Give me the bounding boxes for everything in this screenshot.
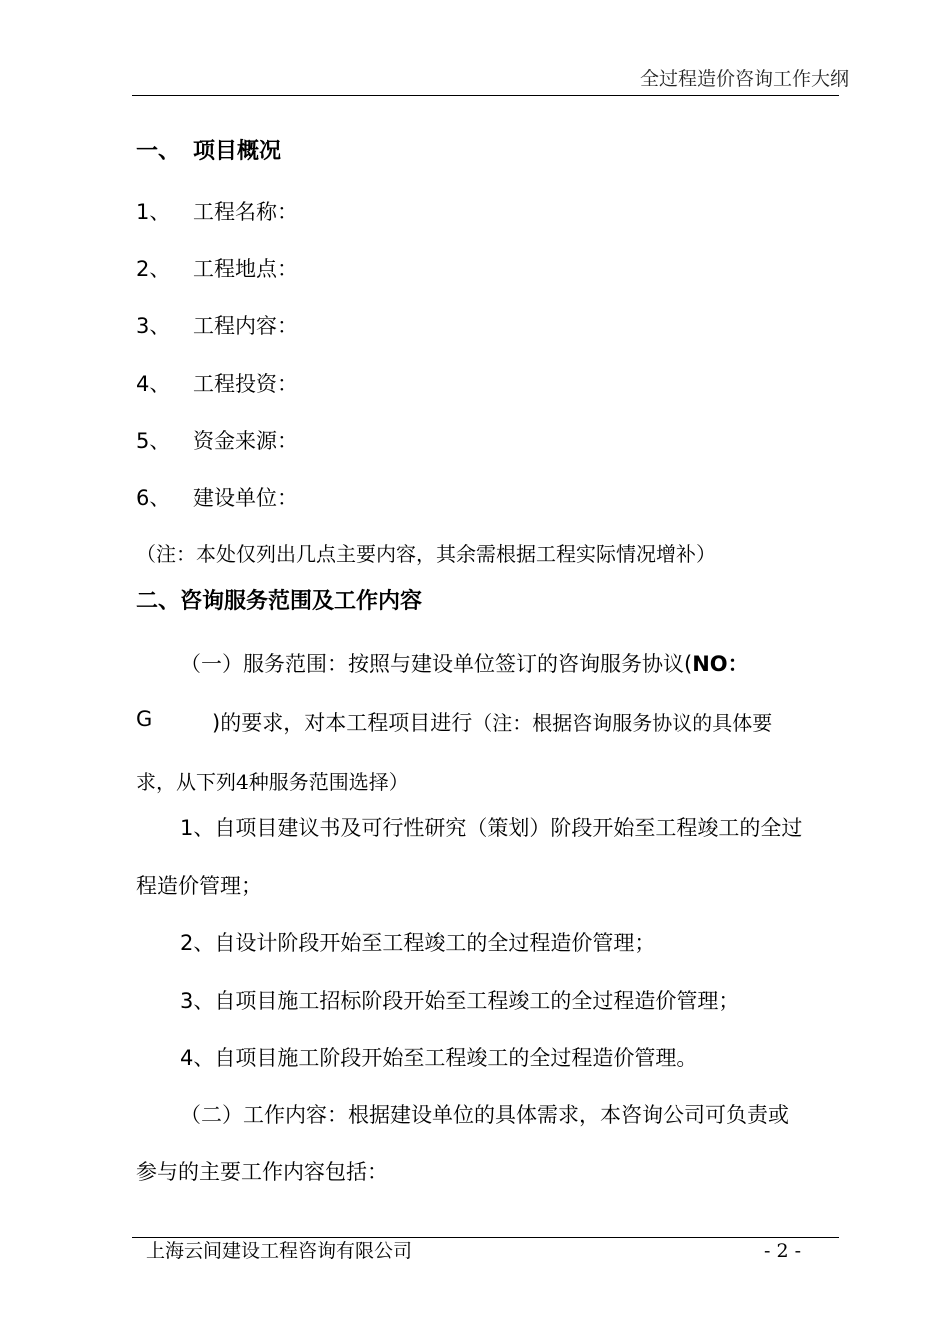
item-number: 6、	[136, 486, 171, 510]
work-content-line-2: 参与的主要工作内容包括：	[136, 1160, 388, 1184]
scope-line-2	[212, 707, 772, 737]
item-number: 2、	[136, 257, 171, 281]
scope-text-2: )的要求，对本工程项目进行	[212, 711, 473, 735]
work-content-line-1: （二）工作内容：根据建设单位的具体需求，本咨询公司可负责或	[180, 1103, 789, 1127]
scope-option-2: 2、自设计阶段开始至工程竣工的全过程造价管理；	[180, 931, 656, 955]
item-label-construction-unit: 建设单位：	[193, 486, 298, 510]
scope-option-3: 3、自项目施工招标阶段开始至工程竣工的全过程造价管理；	[180, 989, 740, 1013]
scope-option-4: 4、自项目施工阶段开始至工程竣工的全过程造价管理。	[180, 1046, 698, 1070]
item-label-project-content: 工程内容：	[193, 314, 298, 338]
item-label-project-location: 工程地点：	[193, 257, 298, 281]
item-label-funding-source: 资金来源：	[193, 429, 298, 453]
section1-heading: 项目概况	[193, 139, 282, 164]
scope-option-1-line-1: 1、自项目建议书及可行性研究（策划）阶段开始至工程竣工的全过	[180, 816, 803, 840]
scope-note-2: 求，从下列4种服务范围选择）	[136, 770, 409, 794]
item-number: 4、	[136, 372, 171, 396]
item-label-project-investment: 工程投资：	[193, 372, 298, 396]
section1-note: （注：本处仅列出几点主要内容，其余需根据工程实际情况增补）	[136, 542, 716, 566]
footer-company-name: 上海云间建设工程咨询有限公司	[146, 1240, 413, 1262]
scope-note-1: （注：根据咨询服务协议的具体要	[472, 711, 773, 735]
section2-heading: 二、咨询服务范围及工作内容	[136, 589, 423, 614]
running-header-title: 全过程造价咨询工作大纲	[639, 68, 849, 90]
scope-option-1-line-2: 程造价管理；	[136, 874, 262, 898]
page-number: - 2 -	[764, 1240, 802, 1262]
agreement-number-label: NO：	[692, 652, 749, 676]
agreement-number-value: G	[136, 707, 153, 731]
scope-line-1	[180, 648, 749, 678]
scope-text: （一）服务范围：按照与建设单位签订的咨询服务协议(	[180, 652, 693, 676]
item-number: 3、	[136, 314, 171, 338]
item-label-project-name: 工程名称：	[193, 200, 298, 224]
item-number: 1、	[136, 200, 171, 224]
item-number: 5、	[136, 429, 171, 453]
section1-heading-number: 一、	[136, 139, 181, 164]
header-rule	[132, 95, 839, 96]
